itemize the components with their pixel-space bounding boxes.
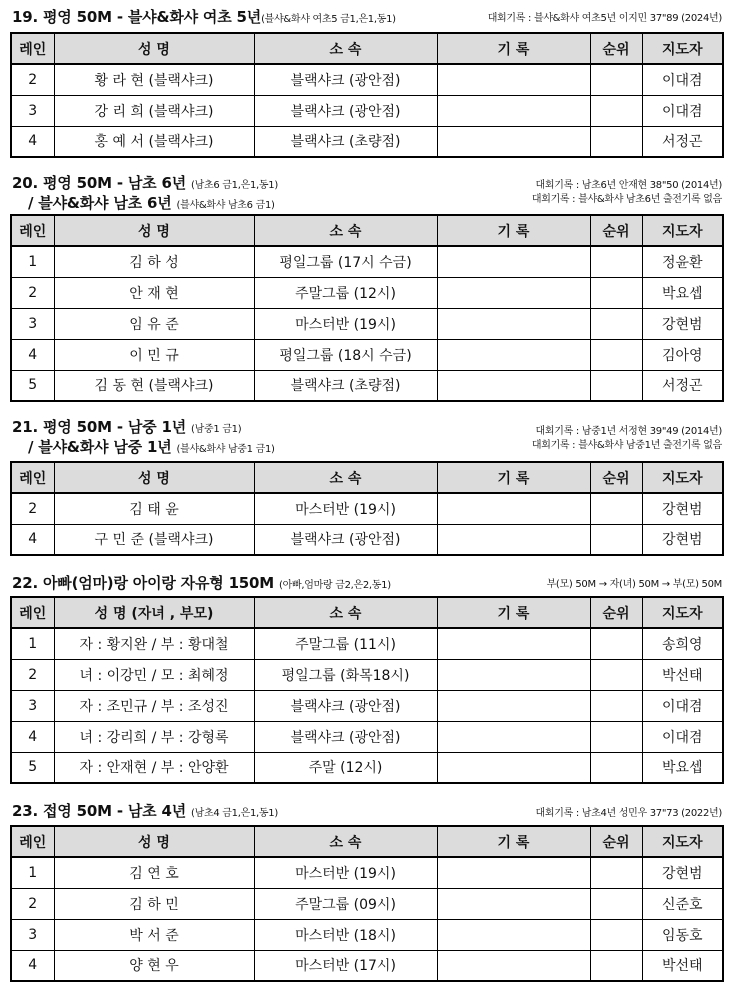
coach-cell: 강현범 (642, 308, 723, 339)
col-record: 기 록 (437, 597, 590, 628)
coach-cell: 김아영 (642, 339, 723, 370)
table-row (11, 721, 723, 752)
col-coach: 지도자 (642, 215, 723, 246)
team-cell: 주말 (12시) (254, 752, 437, 783)
table-row (11, 277, 723, 308)
col-name: 성 명 (자녀 , 부모) (54, 597, 254, 628)
event-title (12, 572, 391, 593)
coach-cell: 정윤환 (642, 246, 723, 277)
team-cell: 평일그룹 (17시 수금) (254, 246, 437, 277)
table-row (11, 659, 723, 690)
team-cell: 블랙샤크 (광안점) (254, 721, 437, 752)
col-name: 성 명 (54, 826, 254, 857)
rank-cell (590, 690, 642, 721)
meet-record: 대회기록 : 남중1년 서정현 39"49 (2014년) (535, 426, 722, 437)
record-cell (437, 752, 590, 783)
table-row (11, 370, 723, 401)
rank-cell (590, 370, 642, 401)
team-cell: 블랙샤크 (광안점) (254, 64, 437, 95)
team-cell: 블랙샤크 (광안점) (254, 690, 437, 721)
team-cell: 블랙샤크 (광안점) (254, 524, 437, 555)
record-cell (437, 628, 590, 659)
name-cell: 김 하 성 (54, 246, 254, 277)
coach-cell: 강현범 (642, 857, 723, 888)
record-cell (437, 277, 590, 308)
team-cell: 마스터반 (19시) (254, 857, 437, 888)
meet-record: 대회기록 : 남초4년 성민우 37"73 (2022년) (535, 808, 722, 819)
name-cell: 김 하 민 (54, 888, 254, 919)
col-rank: 순위 (590, 826, 642, 857)
team-cell: 평일그룹 (화목18시) (254, 659, 437, 690)
table-row (11, 628, 723, 659)
event-title (12, 6, 396, 27)
name-cell: 자 : 안재현 / 부 : 안양환 (54, 752, 254, 783)
coach-cell: 이대겸 (642, 64, 723, 95)
rank-cell (590, 888, 642, 919)
event-subtitle: (남초6 금1,은1,동1) (191, 180, 278, 191)
table-row (11, 64, 723, 95)
name-cell: 자 : 조민규 / 부 : 조성진 (54, 690, 254, 721)
lane-cell: 4 (11, 126, 54, 157)
col-record: 기 록 (437, 215, 590, 246)
table-row (11, 95, 723, 126)
rank-cell (590, 628, 642, 659)
lane-cell: 1 (11, 246, 54, 277)
col-name: 성 명 (54, 215, 254, 246)
coach-cell: 송희영 (642, 628, 723, 659)
rank-cell (590, 277, 642, 308)
meet-record-2: 대회기록 : 블샤&화샤 남중1년 출전기록 없음 (531, 440, 722, 451)
table-row (11, 857, 723, 888)
name-cell: 황 라 현 (블랙샤크) (54, 64, 254, 95)
results-table (10, 214, 724, 402)
event-title-second-line (28, 436, 275, 457)
lane-cell: 1 (11, 628, 54, 659)
table-row (11, 126, 723, 157)
lane-cell: 2 (11, 64, 54, 95)
meet-record-2: 대회기록 : 블샤&화샤 남초6년 출전기록 없음 (531, 194, 722, 205)
table-row (11, 246, 723, 277)
lane-cell: 3 (11, 95, 54, 126)
record-cell (437, 950, 590, 981)
event-subtitle-2: (블샤&화샤 남초6 금1) (176, 200, 275, 211)
rank-cell (590, 752, 642, 783)
rank-cell (590, 857, 642, 888)
event-title-text: 21. 평영 50M - 남중 1년 (12, 418, 186, 436)
event-subtitle: (블샤&화샤 여초5 금1,은1,동1) (261, 14, 396, 25)
table-row (11, 690, 723, 721)
table-row (11, 919, 723, 950)
col-name: 성 명 (54, 33, 254, 64)
event-title-text: 20. 평영 50M - 남초 6년 (12, 174, 186, 192)
col-team: 소 속 (254, 462, 437, 493)
event-title-text-2: / 블샤&화샤 남초 6년 (28, 194, 172, 212)
event-subtitle: (남초4 금1,은1,동1) (191, 808, 278, 819)
coach-cell: 임동호 (642, 919, 723, 950)
name-cell: 녀 : 이강민 / 모 : 최혜정 (54, 659, 254, 690)
event-title-second-line (28, 192, 275, 213)
record-cell (437, 308, 590, 339)
coach-cell: 강현범 (642, 524, 723, 555)
name-cell: 자 : 황지완 / 부 : 황대철 (54, 628, 254, 659)
team-cell: 마스터반 (19시) (254, 493, 437, 524)
event-title-text: 19. 평영 50M - 블샤&화샤 여초 5년 (12, 8, 262, 26)
results-table (10, 32, 724, 158)
col-record: 기 록 (437, 826, 590, 857)
event-title-text-2: / 블샤&화샤 남중 1년 (28, 438, 172, 456)
event-title-text: 22. 아빠(엄마)랑 아이랑 자유형 150M (12, 574, 275, 592)
record-cell (437, 246, 590, 277)
lane-cell: 4 (11, 339, 54, 370)
name-cell: 이 민 규 (54, 339, 254, 370)
coach-cell: 서정곤 (642, 126, 723, 157)
record-cell (437, 690, 590, 721)
lane-cell: 4 (11, 950, 54, 981)
table-row (11, 339, 723, 370)
rank-cell (590, 524, 642, 555)
name-cell: 녀 : 강리희 / 부 : 강형록 (54, 721, 254, 752)
table-row (11, 524, 723, 555)
coach-cell: 박요셉 (642, 277, 723, 308)
col-coach: 지도자 (642, 33, 723, 64)
record-cell (437, 919, 590, 950)
name-cell: 안 재 현 (54, 277, 254, 308)
col-rank: 순위 (590, 462, 642, 493)
lane-cell: 5 (11, 752, 54, 783)
record-cell (437, 64, 590, 95)
col-record: 기 록 (437, 462, 590, 493)
event-subtitle-2: (블샤&화샤 남중1 금1) (176, 444, 275, 455)
lane-cell: 3 (11, 308, 54, 339)
record-cell (437, 524, 590, 555)
record-cell (437, 721, 590, 752)
rank-cell (590, 659, 642, 690)
coach-cell: 이대겸 (642, 721, 723, 752)
rank-cell (590, 308, 642, 339)
coach-cell: 박선태 (642, 950, 723, 981)
team-cell: 마스터반 (19시) (254, 308, 437, 339)
name-cell: 강 리 희 (블랙샤크) (54, 95, 254, 126)
col-lane: 레인 (11, 462, 54, 493)
col-rank: 순위 (590, 215, 642, 246)
rank-cell (590, 721, 642, 752)
team-cell: 블랙샤크 (광안점) (254, 95, 437, 126)
lane-cell: 5 (11, 370, 54, 401)
col-coach: 지도자 (642, 826, 723, 857)
col-rank: 순위 (590, 597, 642, 628)
lane-cell: 2 (11, 888, 54, 919)
lane-cell: 2 (11, 277, 54, 308)
name-cell: 김 태 윤 (54, 493, 254, 524)
record-cell (437, 888, 590, 919)
results-table (10, 596, 724, 784)
coach-cell: 이대겸 (642, 690, 723, 721)
team-cell: 마스터반 (17시) (254, 950, 437, 981)
rank-cell (590, 950, 642, 981)
record-cell (437, 95, 590, 126)
rank-cell (590, 95, 642, 126)
table-row (11, 308, 723, 339)
record-cell (437, 370, 590, 401)
event-title (12, 172, 278, 193)
coach-cell: 박요셉 (642, 752, 723, 783)
name-cell: 구 민 준 (블랙샤크) (54, 524, 254, 555)
coach-cell: 이대겸 (642, 95, 723, 126)
coach-cell: 서정곤 (642, 370, 723, 401)
lane-cell: 2 (11, 659, 54, 690)
col-coach: 지도자 (642, 597, 723, 628)
name-cell: 홍 예 서 (블랙샤크) (54, 126, 254, 157)
col-lane: 레인 (11, 826, 54, 857)
lane-cell: 2 (11, 493, 54, 524)
rank-cell (590, 246, 642, 277)
table-row (11, 493, 723, 524)
meet-record: 대회기록 : 남초6년 안재현 38"50 (2014년) (535, 180, 722, 191)
col-coach: 지도자 (642, 462, 723, 493)
col-team: 소 속 (254, 33, 437, 64)
rank-cell (590, 919, 642, 950)
col-lane: 레인 (11, 215, 54, 246)
rank-cell (590, 339, 642, 370)
relay-order: 부(모) 50M → 자(녀) 50M → 부(모) 50M (546, 579, 722, 590)
table-row (11, 950, 723, 981)
lane-cell: 1 (11, 857, 54, 888)
team-cell: 블랙샤크 (초량점) (254, 370, 437, 401)
col-lane: 레인 (11, 597, 54, 628)
event-title-text: 23. 접영 50M - 남초 4년 (12, 802, 186, 820)
team-cell: 주말그룹 (09시) (254, 888, 437, 919)
coach-cell: 신준호 (642, 888, 723, 919)
col-team: 소 속 (254, 826, 437, 857)
coach-cell: 강현범 (642, 493, 723, 524)
col-team: 소 속 (254, 215, 437, 246)
team-cell: 주말그룹 (12시) (254, 277, 437, 308)
name-cell: 임 유 준 (54, 308, 254, 339)
event-title (12, 800, 278, 821)
col-lane: 레인 (11, 33, 54, 64)
record-cell (437, 659, 590, 690)
col-rank: 순위 (590, 33, 642, 64)
record-cell (437, 126, 590, 157)
team-cell: 마스터반 (18시) (254, 919, 437, 950)
lane-cell: 4 (11, 524, 54, 555)
results-table (10, 461, 724, 556)
col-record: 기 록 (437, 33, 590, 64)
rank-cell (590, 493, 642, 524)
record-cell (437, 339, 590, 370)
table-row (11, 888, 723, 919)
name-cell: 김 연 호 (54, 857, 254, 888)
name-cell: 양 현 우 (54, 950, 254, 981)
team-cell: 주말그룹 (11시) (254, 628, 437, 659)
table-row (11, 752, 723, 783)
team-cell: 블랙샤크 (초량점) (254, 126, 437, 157)
event-subtitle: (남중1 금1) (191, 424, 242, 435)
event-title (12, 416, 241, 437)
rank-cell (590, 64, 642, 95)
team-cell: 평일그룹 (18시 수금) (254, 339, 437, 370)
name-cell: 김 동 현 (블랙샤크) (54, 370, 254, 401)
record-cell (437, 857, 590, 888)
name-cell: 박 서 준 (54, 919, 254, 950)
rank-cell (590, 126, 642, 157)
col-team: 소 속 (254, 597, 437, 628)
results-table (10, 825, 724, 982)
lane-cell: 4 (11, 721, 54, 752)
lane-cell: 3 (11, 919, 54, 950)
col-name: 성 명 (54, 462, 254, 493)
event-subtitle: (아빠,엄마랑 금2,은2,동1) (279, 580, 391, 591)
record-cell (437, 493, 590, 524)
meet-record: 대회기록 : 블샤&화샤 여초5년 이지민 37"89 (2024년) (487, 13, 722, 24)
lane-cell: 3 (11, 690, 54, 721)
coach-cell: 박선태 (642, 659, 723, 690)
